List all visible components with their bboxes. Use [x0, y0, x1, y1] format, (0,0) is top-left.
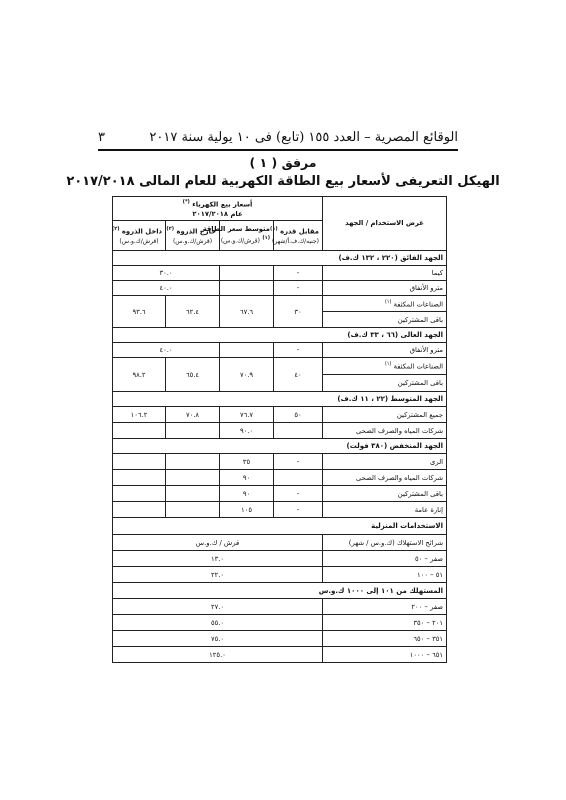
empty-cell — [274, 423, 323, 439]
section-lv: الجهد المنخفض (٣٨٠ فولت) — [113, 439, 447, 454]
purpose-label: الصناعات المكثفة — [393, 300, 444, 309]
col-capacity-label: مقابل قدرة — [280, 227, 320, 236]
header-divider — [98, 149, 458, 151]
prices-year: عام ٢٠١٧/٢٠١٨ — [192, 209, 243, 218]
avg-price-cell: ٩٠ — [220, 486, 274, 502]
purpose-cell: شركات المياه والصرف الصحى — [323, 470, 447, 486]
purpose-cell: باقى المشتركين — [323, 312, 447, 328]
capacity-cell: ٣٠ — [274, 296, 323, 328]
section-row — [113, 328, 447, 343]
flat-price-cell: ٤٠.٠ — [113, 343, 220, 358]
prices-header-note: (*) — [182, 199, 190, 206]
capacity-cell: - — [274, 486, 323, 502]
avg-price-cell: ٩٠ — [220, 470, 274, 486]
empty-cell — [166, 486, 220, 502]
purpose-cell: باقى المشتركين — [323, 375, 447, 392]
table-row — [113, 266, 447, 281]
empty-cell — [220, 281, 274, 296]
tier-price: ٢٢.٠ — [113, 567, 323, 583]
capacity-cell: - — [274, 454, 323, 470]
purpose-cell: مترو الأنفاق — [323, 343, 447, 358]
purpose-note: (١) — [384, 298, 392, 305]
col-avg-unit: (قرش/ك.و.س) — [220, 237, 260, 245]
purpose-cell: جميع المشتركين — [323, 407, 447, 423]
prices-header-label: أسعار بيع الكهرباء — [192, 200, 253, 209]
table-row — [113, 567, 447, 583]
purpose-cell — [323, 358, 447, 375]
col-peak-header — [113, 221, 166, 251]
empty-cell — [113, 502, 166, 518]
empty-cell — [113, 454, 166, 470]
col-capacity-note: (١) — [270, 226, 278, 233]
avg-price-cell: ٧٦.٧ — [220, 407, 274, 423]
purpose-header: غرض الاستخدام / الجهد — [323, 197, 447, 251]
section-residential-2: المستهلك من ١٠١ إلى ١٠٠٠ ك.و.س — [113, 583, 447, 599]
section-row — [113, 251, 447, 266]
tier-price: ٥٥.٠ — [113, 615, 323, 631]
empty-cell — [113, 423, 166, 439]
empty-cell — [166, 470, 220, 486]
capacity-cell: - — [274, 502, 323, 518]
peak-price-cell: ١٠٦.٢ — [113, 407, 166, 423]
table-row — [113, 470, 447, 486]
col-peak-label: داخل الذروة — [121, 227, 163, 236]
section-row — [113, 583, 447, 599]
purpose-note: (١) — [384, 361, 392, 368]
empty-cell — [220, 343, 274, 358]
purpose-cell: إنارة عامة — [323, 502, 447, 518]
tier-range: ٥١ – ١٠٠ — [323, 567, 447, 583]
tier-range: صفر – ٥٠ — [323, 551, 447, 567]
table-row — [113, 407, 447, 423]
page-number: ٣ — [98, 130, 105, 145]
table-row — [113, 551, 447, 567]
table-row — [113, 423, 447, 439]
table-row — [113, 647, 447, 663]
page-header — [98, 127, 458, 149]
purpose-cell: كيما — [323, 266, 447, 281]
col-offpeak-label: خارج الذروة — [176, 227, 217, 236]
avg-price-cell: ٦٧.٦ — [220, 296, 274, 328]
offpeak-price-cell: ٦٢.٤ — [166, 296, 220, 328]
col-peak-unit: (قرش/ك.و.س) — [119, 237, 159, 245]
offpeak-price-cell: ٦٥.٤ — [166, 358, 220, 392]
table-row — [113, 599, 447, 615]
avg-price-cell: ١٠٥ — [220, 502, 274, 518]
empty-cell — [113, 470, 166, 486]
table-row — [113, 631, 447, 647]
section-hv: الجهد العالى (٦٦ ، ٣٣ ك.ف) — [113, 328, 447, 343]
capacity-cell: ٥٠ — [274, 407, 323, 423]
purpose-label: الصناعات المكثفة — [393, 362, 444, 371]
flat-price-cell: ٣٠.٠ — [113, 266, 220, 281]
section-row — [113, 518, 447, 535]
col-peak-note: (٢) — [111, 226, 120, 233]
empty-cell — [166, 502, 220, 518]
tariff-table — [112, 196, 447, 663]
document-title: الهيكل التعريفى لأسعار بيع الطاقة الكهربية للعام المالى ٢٠١٧/٢٠١٨ — [66, 174, 500, 189]
section-row — [113, 392, 447, 407]
col-capacity-header — [270, 221, 323, 251]
section-ehv: الجهد الفائق (٢٢٠ ، ١٣٢ ك.ف) — [113, 251, 447, 266]
avg-price-cell: ٣٥ — [220, 454, 274, 470]
peak-price-cell: ٩٨.٢ — [113, 358, 166, 392]
empty-cell — [274, 470, 323, 486]
capacity-cell: - — [274, 281, 323, 296]
purpose-cell: شركات المياه والصرف الصحى — [323, 423, 447, 439]
capacity-cell: - — [274, 343, 323, 358]
peak-price-cell: ٩٣.٦ — [113, 296, 166, 328]
purpose-cell: مترو الأنفاق — [323, 281, 447, 296]
table-row — [113, 358, 447, 375]
tier-header: شرائح الاستهلاك (ك.و.س / شهر) — [323, 535, 447, 551]
col-avg-label: متوسط سعر الطاقة — [202, 225, 271, 234]
col-capacity-unit: (جنيه/ك.ف.أ/شهر) — [272, 237, 320, 245]
table-row — [113, 281, 447, 296]
table-row — [113, 343, 447, 358]
col-avg-header — [202, 221, 274, 251]
newspaper-line: الوقائع المصرية – العدد ١٥٥ (تابع) فى ١٠ يولية سنة ٢٠١٧ — [149, 130, 458, 145]
tier-range: صفر – ٢٠٠ — [323, 599, 447, 615]
table-row — [113, 535, 447, 551]
purpose-cell: باقى المشتركين — [323, 486, 447, 502]
table-row — [113, 502, 447, 518]
table-row — [113, 615, 447, 631]
tier-price: ١٢٥.٠ — [113, 647, 323, 663]
avg-price-cell: ٩٠.٠ — [220, 423, 274, 439]
empty-cell — [166, 423, 220, 439]
section-mv: الجهد المتوسط (٢٢ ، ١١ ك.ف) — [113, 392, 447, 407]
avg-price-cell: ٧٠.٩ — [220, 358, 274, 392]
col-offpeak-header — [166, 221, 220, 251]
tier-range: ٣٥١ – ٦٥٠ — [323, 631, 447, 647]
col-avg-note: (١) — [262, 235, 271, 242]
tier-price-header: قرش / ك.و.س — [113, 535, 323, 551]
tier-price: ٢٧.٠ — [113, 599, 323, 615]
empty-cell — [220, 266, 274, 281]
purpose-cell: الرى — [323, 454, 447, 470]
col-offpeak-note: (٢) — [166, 226, 175, 233]
capacity-cell: ٤٠ — [274, 358, 323, 392]
tier-price: ١٣.٠ — [113, 551, 323, 567]
tier-range: ٢٠١ – ٣٥٠ — [323, 615, 447, 631]
flat-price-cell: ٤٠.٠ — [113, 281, 220, 296]
empty-cell — [113, 486, 166, 502]
table-header-row — [113, 197, 447, 221]
empty-cell — [166, 454, 220, 470]
offpeak-price-cell: ٧٠.٨ — [166, 407, 220, 423]
table-row — [113, 454, 447, 470]
col-offpeak-unit: (قرش/ك.و.س) — [172, 237, 213, 245]
tier-price: ٧٥.٠ — [113, 631, 323, 647]
table-row — [113, 296, 447, 312]
section-row — [113, 439, 447, 454]
table-row — [113, 486, 447, 502]
purpose-cell — [323, 296, 447, 312]
section-residential: الاستخدامات المنزلية — [113, 518, 447, 535]
tier-range: ٦٥١ – ١٠٠٠ — [323, 647, 447, 663]
annex-title: مرفق ( ١ ) — [249, 155, 317, 170]
capacity-cell: - — [274, 266, 323, 281]
prices-header — [113, 197, 323, 221]
